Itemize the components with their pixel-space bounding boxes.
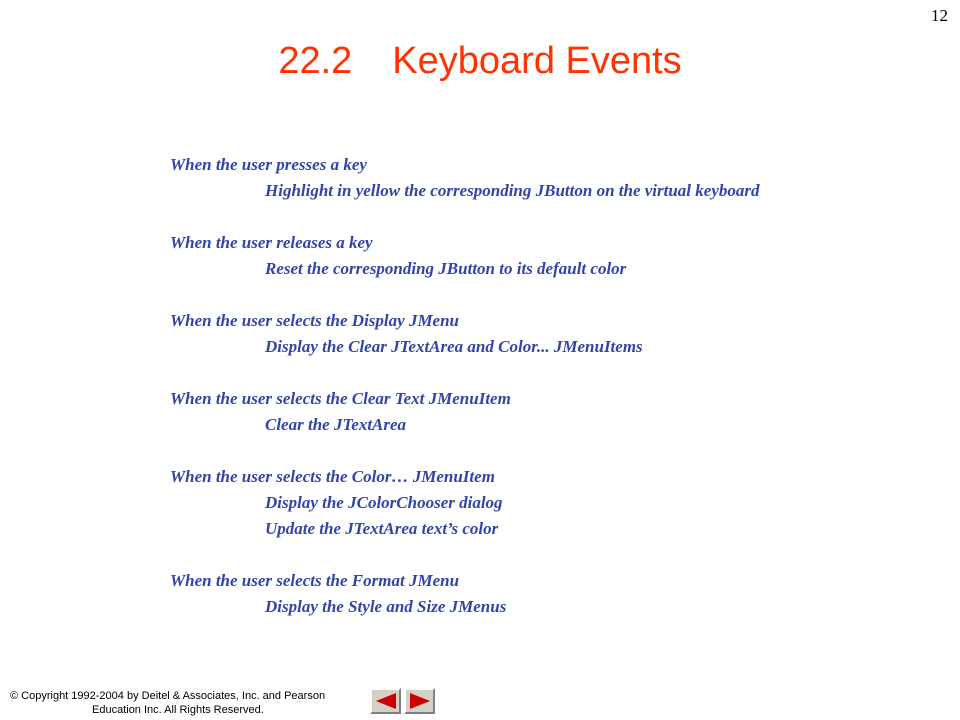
- event-group: [170, 152, 930, 204]
- copyright-line-2: Education Inc. All Rights Reserved.: [92, 704, 264, 716]
- right-arrow-icon: [408, 692, 432, 710]
- event-group: [170, 386, 930, 438]
- copyright-line-1: © Copyright 1992-2004 by Deitel & Associates, Inc. and Pearson: [10, 690, 326, 702]
- event-description: When the user selects the Display JMenu: [170, 311, 460, 330]
- event-list: [170, 152, 930, 646]
- event-description: When the user selects the Format JMenu: [170, 571, 460, 590]
- left-arrow-icon: [374, 692, 398, 710]
- slide-navigation: [370, 688, 438, 714]
- previous-slide-button[interactable]: [370, 688, 401, 714]
- title-text: Keyboard Events: [392, 40, 682, 82]
- slide-title: [0, 40, 960, 83]
- page-number: 12: [931, 6, 948, 25]
- event-description: When the user presses a key: [170, 155, 367, 174]
- event-description: When the user releases a key: [170, 233, 373, 252]
- event-description: When the user selects the Clear Text JMenuItem: [170, 389, 511, 408]
- event-group: [170, 308, 930, 360]
- event-action: Reset the corresponding JButton to its default color: [265, 259, 627, 278]
- next-slide-button[interactable]: [404, 688, 435, 714]
- event-action: Clear the JTextArea: [265, 415, 407, 434]
- event-action: Display the Style and Size JMenus: [265, 597, 507, 616]
- event-action: Display the JColorChooser dialog: [265, 493, 503, 512]
- copyright-notice: [10, 689, 370, 717]
- event-group: [170, 230, 930, 282]
- section-number: 22.2: [278, 40, 353, 82]
- event-action: Highlight in yellow the corresponding JButton on the virtual keyboard: [265, 181, 760, 200]
- event-action: Display the Clear JTextArea and Color... JMenuItems: [265, 337, 643, 356]
- event-group: [170, 464, 930, 542]
- event-group: [170, 568, 930, 620]
- event-action: Update the JTextArea text’s color: [265, 519, 499, 538]
- event-description: When the user selects the Color… JMenuItem: [170, 467, 495, 486]
